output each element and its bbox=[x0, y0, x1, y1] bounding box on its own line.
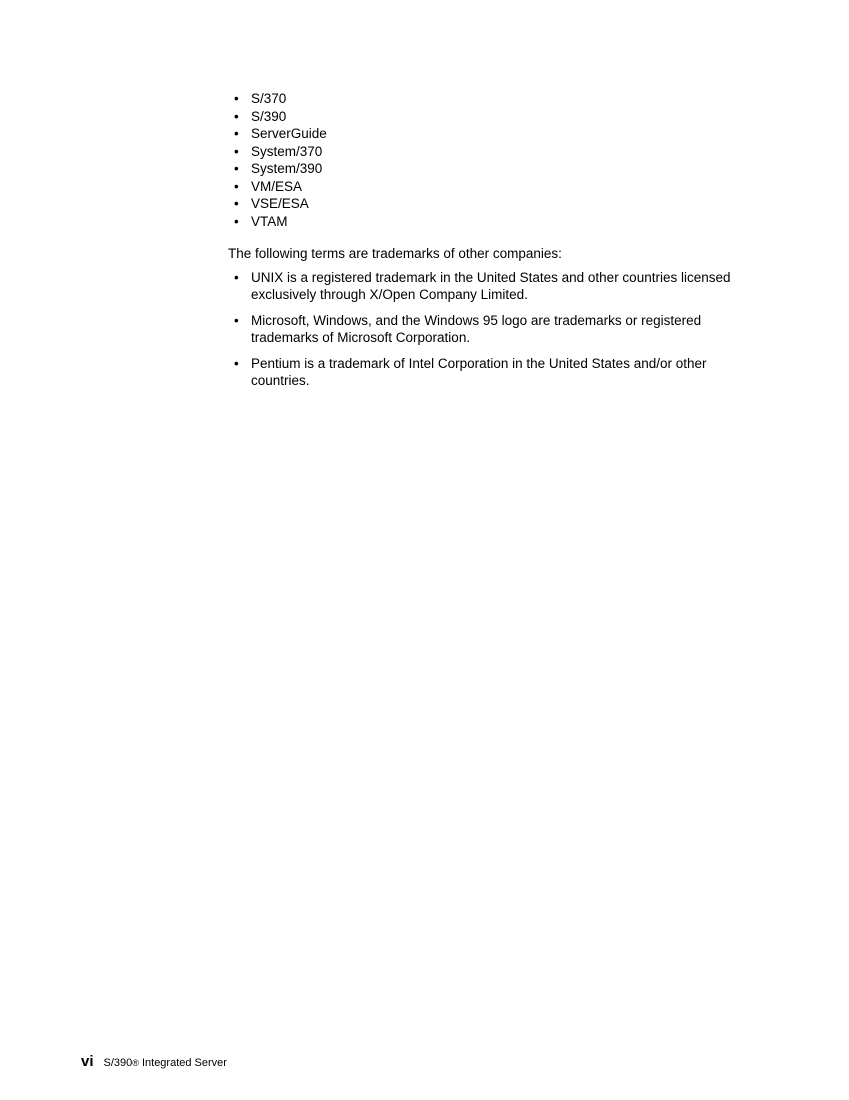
bullet-icon: • bbox=[234, 213, 239, 229]
trademark-statement: Microsoft, Windows, and the Windows 95 logo are trademarks or registered trademarks of Microsoft Corporation. bbox=[251, 312, 702, 345]
list-item bbox=[228, 195, 738, 213]
other-trademarks-list bbox=[228, 269, 738, 390]
trademark-statement: UNIX is a registered trademark in the United States and other countries licensed exclusively through X/Open Company Limited. bbox=[251, 269, 731, 302]
trademark-term: System/370 bbox=[251, 143, 323, 159]
bullet-icon: • bbox=[234, 312, 239, 328]
page-content bbox=[228, 90, 738, 398]
bullet-icon: • bbox=[234, 196, 239, 211]
list-item bbox=[228, 90, 738, 108]
page-number: vi bbox=[81, 1053, 94, 1070]
ibm-trademark-list bbox=[228, 90, 738, 230]
list-item bbox=[228, 108, 738, 126]
book-title-prefix: S/390 bbox=[103, 1057, 133, 1069]
list-item bbox=[228, 213, 738, 231]
other-companies-intro: The following terms are trademarks of other companies: bbox=[228, 246, 562, 261]
trademark-term: VSE/ESA bbox=[251, 196, 309, 211]
trademark-term: System/390 bbox=[251, 161, 323, 176]
trademark-term: S/370 bbox=[251, 91, 287, 106]
list-item bbox=[228, 178, 738, 196]
list-item bbox=[228, 269, 738, 304]
list-item bbox=[228, 143, 738, 161]
bullet-icon: • bbox=[234, 91, 239, 106]
bullet-icon: • bbox=[234, 161, 239, 176]
list-item bbox=[228, 160, 738, 178]
trademark-statement: Pentium is a trademark of Intel Corporation in the United States and/or other countries. bbox=[251, 355, 707, 388]
registered-mark: ® bbox=[132, 1058, 139, 1068]
trademark-term: VM/ESA bbox=[251, 178, 303, 194]
list-item bbox=[228, 355, 738, 390]
book-title bbox=[104, 1057, 227, 1069]
bullet-icon: • bbox=[234, 269, 239, 285]
bullet-icon: • bbox=[234, 126, 239, 141]
bullet-icon: • bbox=[234, 108, 239, 124]
bullet-icon: • bbox=[234, 143, 239, 159]
trademark-term: ServerGuide bbox=[251, 126, 327, 141]
list-item bbox=[228, 125, 738, 143]
list-item bbox=[228, 312, 738, 347]
trademark-term: VTAM bbox=[251, 213, 288, 229]
trademark-term: S/390 bbox=[251, 108, 287, 124]
book-title-suffix: Integrated Server bbox=[138, 1057, 227, 1069]
bullet-icon: • bbox=[234, 178, 239, 194]
page-footer bbox=[81, 1053, 227, 1071]
bullet-icon: • bbox=[234, 355, 239, 371]
